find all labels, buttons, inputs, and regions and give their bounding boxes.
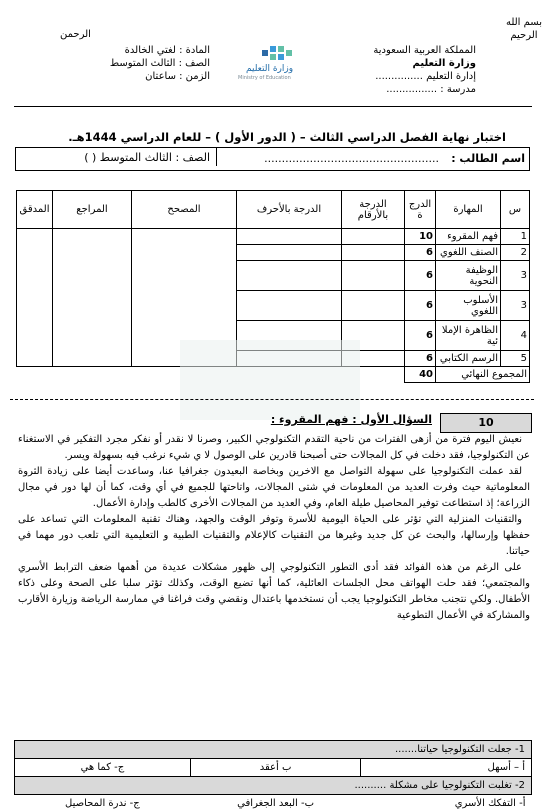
option-b[interactable]: ب- البعد الجغرافي <box>190 795 361 812</box>
question-row: 1- جعلت التكنولوجيا حياتنا....... <box>15 741 532 759</box>
grades-total-row: المجموع النهائي 40 <box>17 367 530 383</box>
header-right-block: المملكة العربية السعودية وزارة التعليم إدارة التعليم ............... مدرسة : ................ <box>326 44 476 96</box>
q1-score-box: 10 <box>440 413 532 433</box>
option-c[interactable]: ج- ندرة المحاصيل <box>15 795 191 812</box>
paragraph: نعيش اليوم فترة من أزهى الفترات من ناحية التقدم التكنولوجي الكبير، وصرنا لا نقدر أو نفكر مجرد التفكير في الاستغناء عن التكنولوجيا، فقد دخلت في كل المجالات حتى أصبحنا قادرين على الوصول لا ي شيء نرغب فيه بسهولة ويسر. <box>18 432 530 464</box>
class-label: الصف : الثالث المتوسط ( ) <box>20 148 217 166</box>
question-row: 2- تغلبت التكنولوجيا على مشكلة .......... <box>15 777 532 795</box>
paragraph: والتقنيات المنزلية التي تؤثر على الحياة اليومية للأسرة وتوفر الوقت والجهد، وهناك تقنية المعلومات التي تساعد على حفظها وإرسالها، والبحث عن كل جديد وغيرها من التقنيات كالإعلام والتقنيات الطبية و التعليمية التي تلعب دور مهما في حياتنا. <box>18 512 530 560</box>
header-divider <box>14 106 532 107</box>
grades-row: 5 الرسم الكتابي 6 <box>17 351 530 367</box>
student-info-box <box>15 147 530 171</box>
options-row <box>15 759 532 777</box>
rahman-text: الرحمن <box>60 28 91 41</box>
grades-row: 2 الصنف اللغوي 6 <box>17 245 530 261</box>
grades-row: 3 الأسلوب اللغوي 6 <box>17 291 530 321</box>
basmala: بسم الله الرحيم <box>506 16 542 42</box>
grades-header-row: س المهارة الدرج ة الدرجة بالأرقام الدرجة بالأحرف المصحح المراجع المدقق <box>17 191 530 229</box>
reading-passage <box>18 432 530 624</box>
paragraph: لقد عملت التكنولوجيا على سهولة التواصل مع الاخرين وبخاصة البعيدون جغرافيا عنا، وساعدت أيضا على زيادة الثروة المعلوماتية حيث وفرت العديد من المعلومات في شتى المجالات، واتاحتها للجميع في أي وقت، كما أن لها دور في مجال الزراعة؛ إذ استطاعت توفير المحاصيل طيلة العام، وفي العديد من المجالات الأخرى كالطب وإدارة الأعمال. <box>18 464 530 512</box>
mcq-table <box>14 740 532 812</box>
option-a[interactable]: أ – أسهل <box>361 759 532 777</box>
q1-title: السؤال الأول : فهم المقروء : <box>271 413 432 426</box>
exam-title: اختبار نهاية الفصل الدراسي الثالث – ( الدور الأول ) – للعام الدراسي 1444هـ. <box>68 130 506 144</box>
student-name-label: اسم الطالب : <box>451 152 525 165</box>
header-left-block: المادة : لغتي الخالدة الصف : الثالث المتوسط الزمن : ساعتان <box>80 44 210 83</box>
ministry-logo: وزارة التعليم Ministry of Education <box>236 44 316 84</box>
student-name-field[interactable]: .................................................. <box>264 152 439 165</box>
option-c[interactable]: ج- كما هي <box>15 759 191 777</box>
option-b[interactable]: ب أعقد <box>190 759 361 777</box>
grades-row: 1 فهم المقروء 10 <box>17 229 530 245</box>
option-a[interactable]: أ- التفكك الأسري <box>361 795 532 812</box>
options-row <box>15 795 532 812</box>
watermark <box>180 340 360 420</box>
grades-row: 3 الوظيفة النحوية 6 <box>17 261 530 291</box>
paragraph: على الرغم من هذه الفوائد فقد أدى التطور التكنولوجي إلى ظهور مشكلات عديدة من أهمها ضعف الترابط الأسري والمجتمعي؛ فقد حلت الهواتف محل الجلسات العائلية، كما أنها تضيع الوقت، وكذلك تؤثر سلبا على الصحة وعلى ذكاء الأطفال. ولكي نتجنب مخاطر التكنولوجيا يجب أن نستخدمها باعتدال ونقضي وقت فراغنا في ممارسة الرياضة وزيارة الأقارب والمشاركة في الأعمال التطوعية <box>18 560 530 624</box>
grades-row: 4 الظاهرة الإملا ئية 6 <box>17 321 530 351</box>
section-divider <box>10 399 534 400</box>
